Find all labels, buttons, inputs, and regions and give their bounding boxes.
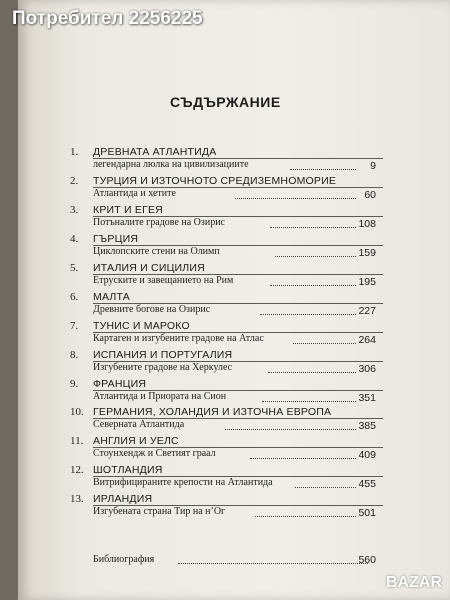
entry-title: ДРЕВНАТА АТЛАНТИДА [93, 146, 217, 158]
toc-entry [0, 435, 450, 465]
entry-number: 6. [70, 291, 79, 303]
entry-subtitle: Циклопските стени на Олимп [93, 246, 220, 257]
entry-title: АНГЛИЯ И УЕЛС [93, 435, 179, 447]
entry-page-number: 351 [358, 392, 376, 404]
entry-number: 7. [70, 320, 79, 332]
entry-page-number: 9 [370, 160, 376, 172]
toc-entry [0, 406, 450, 436]
entry-subtitle: Атлантида и хетите [93, 188, 176, 199]
entry-number: 8. [70, 349, 79, 361]
entry-leader [260, 314, 356, 315]
entry-page-number: 60 [364, 189, 376, 201]
entry-subtitle: Витрифицираните крепости на Атлантида [93, 477, 273, 488]
entry-subtitle: Стоунхендж и Светият граал [93, 448, 216, 459]
entry-page-number: 409 [358, 449, 376, 461]
toc-entry [0, 204, 450, 234]
entry-subtitle: Изгубената страна Тир на н’Ог [93, 506, 226, 517]
toc-entry [0, 262, 450, 292]
bazar-logo: BAZAR [386, 574, 442, 591]
entry-subtitle: Изгубените градове на Херкулес [93, 362, 233, 373]
entry-subtitle: Северната Атлантида [93, 419, 185, 430]
entry-number: 10. [70, 406, 84, 418]
entry-leader [290, 169, 356, 170]
entry-leader [293, 343, 356, 344]
entry-subtitle: Древните богове на Озирис [93, 304, 211, 315]
entry-title: ГЕРМАНИЯ, ХОЛАНДИЯ И ИЗТОЧНА ЕВРОПА [93, 406, 332, 418]
toc-entry [0, 175, 450, 205]
entry-leader [275, 256, 356, 257]
entry-subtitle: Потъналите градове на Озирис [93, 217, 225, 228]
entry-title: ФРАНЦИЯ [93, 378, 147, 390]
user-watermark: Потребител 2256225 [12, 8, 203, 29]
entry-page-number: 455 [358, 478, 376, 490]
entry-number: 3. [70, 204, 79, 216]
toc-entry [0, 378, 450, 408]
toc-entry [0, 493, 450, 523]
toc-entry [0, 464, 450, 494]
entry-title: ИРЛАНДИЯ [93, 493, 153, 505]
toc-entry [0, 291, 450, 321]
entry-number: 12. [70, 464, 84, 476]
entry-leader [270, 285, 356, 286]
entry-leader [270, 227, 356, 228]
entry-page-number: 159 [358, 247, 376, 259]
entry-leader [268, 372, 356, 373]
entry-number: 5. [70, 262, 79, 274]
entry-leader [295, 487, 356, 488]
toc-entry [0, 233, 450, 263]
entry-number: 2. [70, 175, 79, 187]
bibliography-label: Библиография [93, 554, 155, 565]
entry-page-number: 227 [358, 305, 376, 317]
toc-entry [0, 349, 450, 379]
entry-title: ТУРЦИЯ И ИЗТОЧНОТО СРЕДИЗЕМНОМОРИЕ [93, 175, 337, 187]
entry-number: 1. [70, 146, 79, 158]
entry-title: ТУНИС И МАРОКО [93, 320, 190, 332]
entry-page-number: 195 [358, 276, 376, 288]
entry-page-number: 501 [358, 507, 376, 519]
bibliography-page: 560 [358, 554, 376, 566]
bibliography-leader [178, 563, 368, 564]
entry-subtitle: Етруските и завещанието на Рим [93, 275, 234, 286]
entry-leader [225, 429, 356, 430]
entry-title: ШОТЛАНДИЯ [93, 464, 163, 476]
entry-number: 11. [70, 435, 84, 447]
page-title: СЪДЪРЖАНИЕ [170, 94, 281, 110]
toc-entry [0, 146, 450, 176]
entry-title: ГЪРЦИЯ [93, 233, 139, 245]
entry-title: МАЛТА [93, 291, 130, 303]
entry-leader [235, 198, 356, 199]
entry-title: КРИТ И ЕГЕЯ [93, 204, 163, 216]
entry-leader [250, 458, 356, 459]
entry-title: ИСПАНИЯ И ПОРТУГАЛИЯ [93, 349, 233, 361]
entry-subtitle: легендарна люлка на цивилизациите [93, 159, 249, 170]
entry-number: 4. [70, 233, 79, 245]
toc-entry [0, 320, 450, 350]
entry-subtitle: Картаген и изгубените градове на Атлас [93, 333, 264, 344]
entry-page-number: 306 [358, 363, 376, 375]
entry-leader [255, 516, 356, 517]
entry-title: ИТАЛИЯ И СИЦИЛИЯ [93, 262, 205, 274]
entry-number: 13. [70, 493, 84, 505]
entry-subtitle: Атлантида и Приората на Сион [93, 391, 227, 402]
entry-page-number: 264 [358, 334, 376, 346]
entry-leader [262, 401, 356, 402]
entry-page-number: 385 [358, 420, 376, 432]
entry-page-number: 108 [358, 218, 376, 230]
entry-number: 9. [70, 378, 79, 390]
